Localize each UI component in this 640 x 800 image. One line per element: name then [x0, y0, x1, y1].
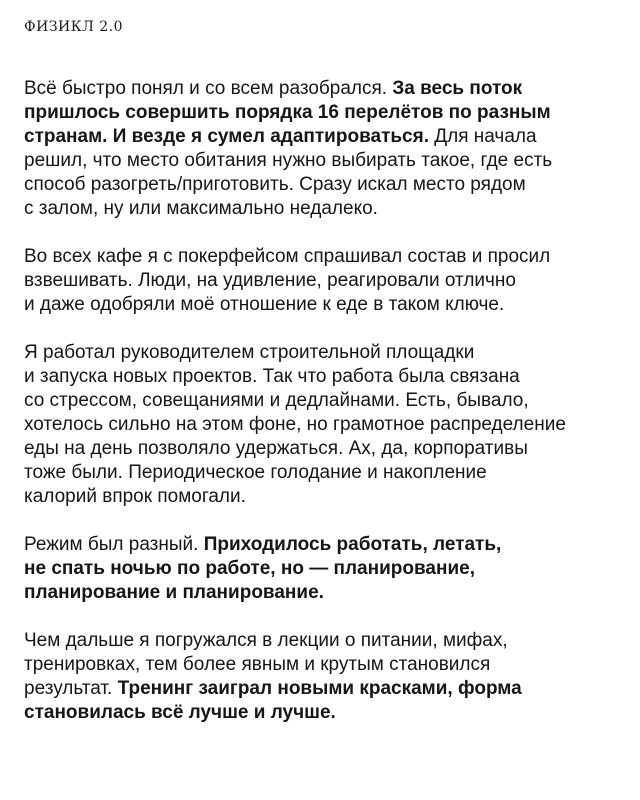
bold-text: странам. И везде я сумел адаптироваться.: [24, 126, 429, 147]
paragraph: [24, 245, 624, 317]
text-line: [24, 197, 624, 221]
text-line: [24, 461, 624, 485]
article-body: [24, 77, 624, 749]
text-segment: и даже одобряли моё отношение к еде в таком ключе.: [24, 294, 505, 315]
text-segment: тренировках, тем более явным и крутым становился: [24, 654, 491, 675]
text-segment: Я работал руководителем строительной площадки: [24, 342, 475, 363]
paragraph: [24, 341, 624, 509]
text-line: [24, 77, 624, 101]
text-segment: Режим был разный.: [24, 534, 204, 555]
text-segment: решил, что место обитания нужно выбирать такое, где есть: [24, 150, 553, 171]
bold-text: становилась всё лучше и лучше.: [24, 702, 336, 723]
text-line: [24, 125, 624, 149]
bold-text: планирование и планирование.: [24, 582, 324, 603]
text-segment: еды на день позволяло удержаться. Ах, да, корпоративы: [24, 438, 528, 459]
text-line: [24, 341, 624, 365]
text-line: [24, 293, 624, 317]
text-line: [24, 269, 624, 293]
text-line: [24, 581, 624, 605]
text-segment: со стрессом, совещаниями и дедлайнами. Есть, бывало,: [24, 390, 529, 411]
paragraph: [24, 77, 624, 221]
paragraph: [24, 533, 624, 605]
bold-text: Тренинг заиграл новыми красками, форма: [117, 678, 522, 699]
text-segment: Для начала: [428, 126, 537, 147]
text-line: [24, 677, 624, 701]
paragraph: [24, 629, 624, 725]
text-line: [24, 701, 624, 725]
text-line: [24, 557, 624, 581]
text-segment: тоже были. Периодическое голодание и накопление: [24, 462, 487, 483]
bold-text: не спать ночью по работе, но — планирование,: [24, 558, 475, 579]
text-line: [24, 365, 624, 389]
bold-text: пришлось совершить порядка 16 перелётов по разным: [24, 102, 551, 123]
text-line: [24, 245, 624, 269]
text-segment: результат.: [24, 678, 118, 699]
text-line: [24, 173, 624, 197]
text-line: [24, 149, 624, 173]
text-segment: и запуска новых проектов. Так что работа была связана: [24, 366, 520, 387]
text-segment: хотелось сильно на этом фоне, но грамотное распределение: [24, 414, 566, 435]
text-segment: способ разогреть/приготовить. Сразу искал место рядом: [24, 174, 526, 195]
text-line: [24, 437, 624, 461]
text-line: [24, 533, 624, 557]
text-line: [24, 413, 624, 437]
text-segment: Всё быстро понял и со всем разобрался.: [24, 78, 393, 99]
text-line: [24, 629, 624, 653]
text-segment: взвешивать. Люди, на удивление, реагировали отлично: [24, 270, 516, 291]
text-segment: Во всех кафе я с покерфейсом спрашивал состав и просил: [24, 246, 551, 267]
text-line: [24, 389, 624, 413]
brand-logo: ФИЗИКЛ 2.0: [24, 19, 123, 35]
bold-text: Приходилось работать, летать,: [203, 534, 502, 555]
text-line: [24, 101, 624, 125]
text-segment: Чем дальше я погружался в лекции о питании, мифах,: [24, 630, 508, 651]
text-line: [24, 485, 624, 509]
text-segment: калорий впрок помогали.: [24, 486, 246, 507]
bold-text: За весь поток: [392, 78, 523, 99]
text-line: [24, 653, 624, 677]
text-segment: с залом, ну или максимально недалеко.: [24, 198, 378, 219]
